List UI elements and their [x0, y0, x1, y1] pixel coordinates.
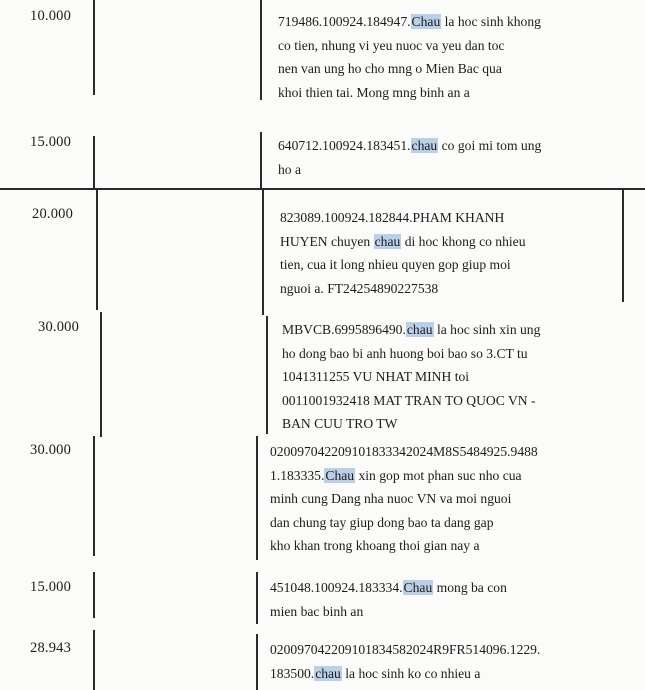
name-highlight: chau [374, 233, 401, 249]
column-rule [256, 634, 258, 690]
column-rule [260, 0, 262, 100]
column-rule [256, 436, 258, 560]
name-highlight: chau [315, 665, 341, 681]
column-rule [256, 572, 258, 624]
transaction-description: 823089.100924.182844.PHAM KHANH HUYEN chuyen chau di hoc khong co nhieu tien, cua it long nhieu quyen gop giup moi nguoi a. FT24254890227538 [280, 210, 526, 296]
transaction-amount: 15.000 [30, 579, 72, 595]
transaction-amount: 20.000 [32, 206, 74, 222]
column-rule [260, 132, 262, 188]
transaction-amount: 30.000 [38, 319, 80, 335]
column-rule [266, 316, 268, 434]
column-rule [93, 136, 95, 188]
transaction-description: 640712.100924.183451.chau co goi mi tom ung ho a [278, 138, 542, 177]
transaction-amount: 30.000 [30, 442, 72, 458]
column-rule [93, 630, 95, 690]
transaction-amount: 28.943 [30, 640, 72, 656]
name-highlight: Chau [411, 14, 441, 29]
column-rule [622, 190, 624, 302]
transaction-description: 020097042209101834582024R9FR514096.1229. 183500.chau la hoc sinh ko co nhieu a [270, 642, 541, 681]
transaction-description: 719486.100924.184947.Chau la hoc sinh khong co tien, nhung vi yeu nuoc va yeu dan toc nen van ung ho cho mng o Mien Bac qua khoi thien tai. Mong mng binh an a [278, 14, 541, 100]
name-highlight: chau [411, 138, 438, 153]
column-rule [93, 0, 95, 95]
name-highlight: Chau [325, 467, 355, 483]
name-highlight: chau [406, 322, 433, 337]
transaction-description: 451048.100924.183334.Chau mong ba con mien bac binh an [270, 580, 507, 619]
name-highlight: Chau [403, 580, 433, 595]
column-rule [93, 436, 95, 556]
transaction-description: MBVCB.6995896490.chau la hoc sinh xin ung ho dong bao bi anh huong boi bao so 3.CT tu 1041311255 VU NHAT MINH toi 0011001932418 MAT TRAN TO QUOC VN - BAN CUU TRO TW [282, 322, 541, 432]
transaction-amount: 10.000 [30, 8, 72, 24]
column-rule [100, 312, 102, 437]
column-rule [262, 190, 264, 315]
column-rule [96, 190, 98, 310]
transaction-amount: 15.000 [30, 134, 72, 150]
transaction-description: 020097042209101833342024M8S5484925.9488 1.183335.Chau xin gop mot phan suc nho cua minh cung Dang nha nuoc VN va moi nguoi dan chung tay giup dong bao ta dang gap kho khan trong khoang thoi gian nay a [270, 444, 538, 554]
column-rule [93, 572, 95, 618]
